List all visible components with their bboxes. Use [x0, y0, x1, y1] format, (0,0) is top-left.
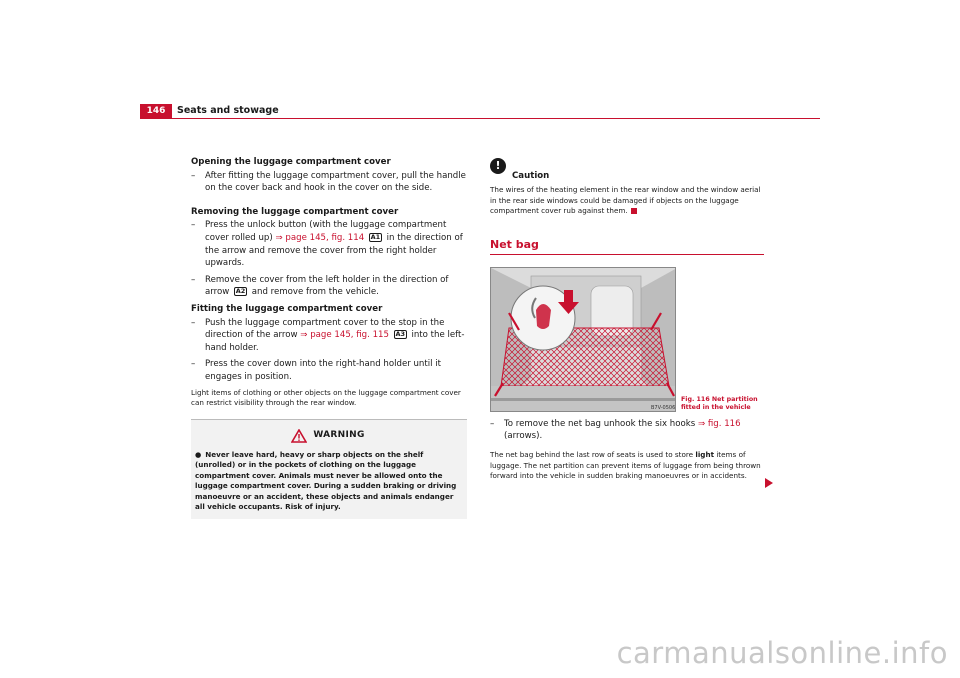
fitting-step-1-text-a: Push the luggage compartment cover to the stop in the direction of the arrow: [205, 317, 445, 341]
net-bag-text-b: items of luggage. The net partition can prevent items of luggage from being thrown forward into the vehicle in sudden braking manoeuvres or in accidents.: [490, 449, 761, 481]
opening-heading: Opening the luggage compartment cover: [191, 157, 391, 167]
fitting-step-1-text-b: into the left-hand holder.: [205, 330, 465, 353]
net-partition-figure: [490, 267, 676, 412]
page-header: [140, 104, 820, 118]
watermark: carmanualsonline.info: [616, 636, 948, 670]
fitting-step-2: [191, 358, 467, 383]
warning-box: [191, 419, 467, 520]
figure-caption: Fig. 116 Net partition fitted in the vehicle: [681, 395, 758, 411]
net-bag-step: [490, 418, 764, 443]
callout-a2: A2: [235, 287, 246, 296]
step-dash: –: [191, 274, 196, 285]
warning-triangle-icon: [291, 429, 307, 443]
warning-header: [195, 426, 461, 446]
step-dash: –: [191, 170, 196, 181]
visibility-note: Light items of clothing or other objects on the luggage compartment cover can restrict visibility through the rear window.: [191, 387, 461, 407]
step-dash: –: [490, 418, 495, 429]
net-bag-text-bold: light: [695, 449, 715, 459]
bullet-icon: ●: [195, 449, 202, 459]
callout-a3: A3: [395, 330, 406, 339]
warning-text-content: Never leave hard, heavy or sharp objects on the shelf (unrolled) or in the pockets of clothing on the luggage compartment cover. Animals must never be allowed onto the luggage compartment cover. During a sudden braking or driving manoeuvre or an accident, these objects and animals endanger all vehicle occupants. Risk of injury.: [195, 449, 457, 512]
removing-step-2-text-a: Remove the cover from the left holder in the direction of arrow: [205, 274, 449, 298]
removing-step-1: [191, 219, 467, 269]
step-dash: –: [191, 220, 196, 231]
next-page-arrow-icon[interactable]: [765, 478, 773, 488]
caution-text: [490, 185, 764, 217]
net-partition-illustration: [491, 268, 676, 412]
step-dash: –: [191, 359, 196, 370]
step-dash: –: [191, 317, 196, 328]
section-rule: [490, 254, 764, 255]
warning-text: [195, 450, 461, 514]
net-bag-heading: Net bag: [490, 237, 539, 251]
removing-step-1-text-a: Press the unlock button (with the luggage compartment cover rolled up): [205, 220, 447, 243]
caution-title: Caution: [512, 171, 550, 181]
page-title: Seats and stowage: [177, 105, 279, 116]
removing-step-1-text-b: in the direction of the arrow and remove the cover from the right holder upwards.: [205, 232, 463, 269]
fig-116-link[interactable]: ⇒ fig. 116: [697, 418, 741, 429]
removing-step-2-text-b: and remove from the vehicle.: [251, 287, 379, 298]
removing-heading: Removing the luggage compartment cover: [191, 206, 399, 217]
opening-step: [191, 170, 467, 195]
right-column: [490, 158, 764, 482]
warning-title: WARNING: [313, 430, 365, 441]
figure-116-container: [490, 267, 764, 412]
caution-text-content: The wires of the heating element in the rear window and the window aerial in the rear side windows could be damaged if objects on the luggage compartment cover rub against them.: [490, 185, 761, 216]
caution-exclamation-icon: !: [490, 158, 506, 174]
end-of-section-icon: [631, 208, 637, 214]
opening-step-text: After fitting the luggage compartment cover, pull the handle on the cover back and hook in the cover on the side.: [205, 170, 466, 194]
fitting-step-2-text: Press the cover down into the right-hand holder until it engages in position.: [205, 359, 442, 382]
net-bag-step-text-b: (arrows).: [504, 431, 543, 442]
left-column: [191, 156, 467, 519]
removing-step-2: [191, 274, 467, 299]
fitting-step-1: [191, 317, 467, 355]
header-rule: [140, 118, 820, 119]
net-bag-text-a: The net bag behind the last row of seats is used to store: [490, 449, 694, 459]
net-bag-step-text-a: To remove the net bag unhook the six hooks: [504, 418, 696, 429]
net-bag-description: [490, 450, 764, 482]
figure-code: B7V-0506: [651, 404, 676, 411]
callout-a1: A1: [370, 232, 381, 241]
fitting-heading: Fitting the luggage compartment cover: [191, 303, 383, 314]
page-145-fig-114-link[interactable]: ⇒ page 145, fig. 114: [275, 232, 365, 243]
page-145-fig-115-link[interactable]: ⇒ page 145, fig. 115: [300, 330, 389, 341]
page-number: 146: [140, 104, 172, 118]
